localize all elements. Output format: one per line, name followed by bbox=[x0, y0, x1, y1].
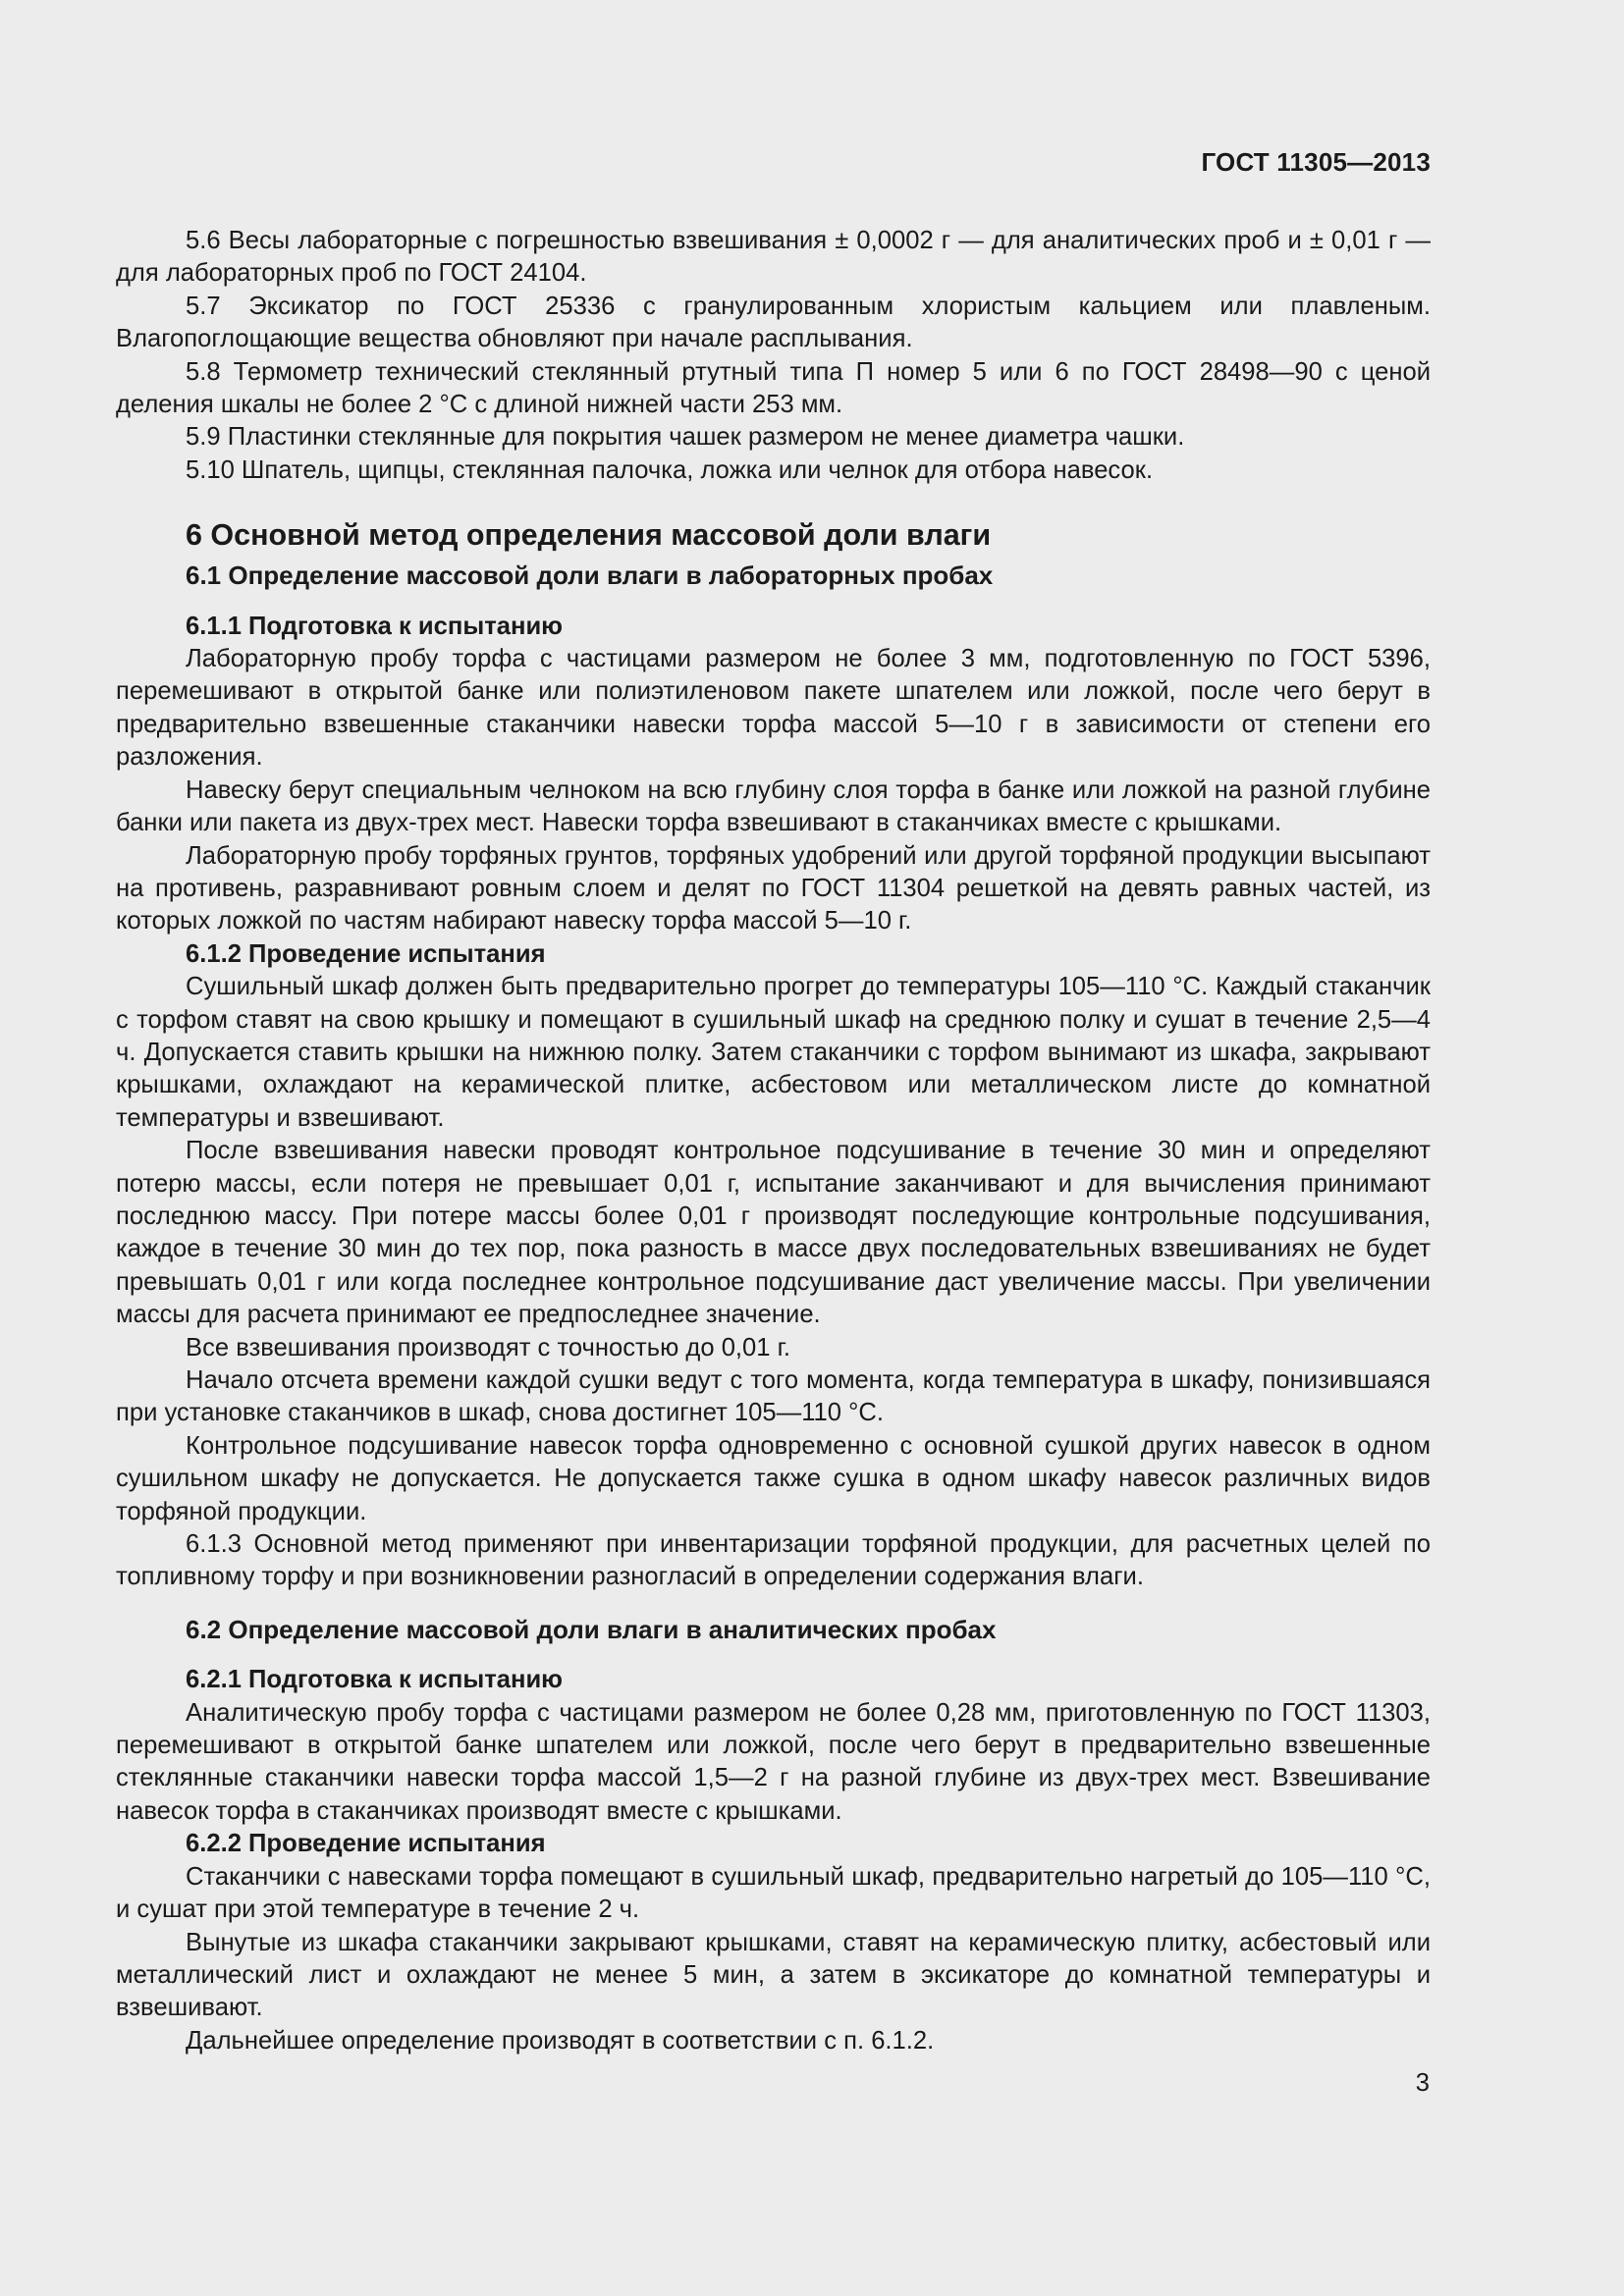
paragraph-5-10: 5.10 Шпатель, щипцы, стеклянная палочка, ложка или челнок для отбора навесок. bbox=[186, 455, 1154, 484]
paragraph-6-1-3: 6.1.3 Основной метод применяют при инвентаризации торфяной продукции, для расчетных целей по топливному торфу и при возникновении разногласий в определении содержания влаги. bbox=[116, 1530, 1431, 1591]
document-body bbox=[116, 225, 1431, 2057]
section-6-2-1-heading: 6.2.1 Подготовка к испытанию bbox=[186, 1666, 564, 1694]
paragraph: После взвешивания навески проводят контрольное подсушивание в течение 30 мин и определяют потерю массы, если потеря не превышает 0,01 г, испытание заканчивают и для вычисления принимают последнюю массу. При потере массы более 0,01 г производят последующие контрольные подсушивания, каждое в течение 30 мин до тех пор, пока разность в массе двух последовательных взвешиваниях не будет превышать 0,01 г или когда последнее контрольное подсушивание даст увеличение массы. При увеличении массы для расчета принимают ее предпоследнее значение. bbox=[116, 1137, 1431, 1329]
document-code-header: ГОСТ 11305—2013 bbox=[1201, 147, 1431, 177]
paragraph-5-8: 5.8 Термометр технический стеклянный ртутный типа П номер 5 или 6 по ГОСТ 28498—90 с ценой деления шкалы не более 2 °С с длиной нижней части 253 мм. bbox=[116, 357, 1431, 419]
paragraph: Дальнейшее определение производят в соответствии с п. 6.1.2. bbox=[186, 2026, 935, 2055]
paragraph-5-9: 5.9 Пластинки стеклянные для покрытия чашек размером не менее диаметра чашки. bbox=[186, 423, 1185, 452]
paragraph: Лабораторную пробу торфяных грунтов, торфяных удобрений или другой торфяной продукции высыпают на противень, разравнивают ровным слоем и делят по ГОСТ 11304 решеткой на девять равных частей, из которых ложкой по частям набирают навеску торфа массой 5—10 г. bbox=[116, 841, 1431, 935]
paragraph: Стаканчики с навесками торфа помещают в сушильный шкаф, предварительно нагретый до 105—110 °С, и сушат при этой температуре в течение 2 ч. bbox=[116, 1862, 1431, 1924]
paragraph: Аналитическую пробу торфа с частицами размером не более 0,28 мм, приготовленную по ГОСТ 11303, перемешивают в открытой банке шпателем или ложкой, после чего берут в предварительно взвешенные стеклянные стаканчики навески торфа массой 1,5—2 г на разной глубине из двух-трех мест. Взвешивание навесок торфа в стаканчиках производят вместе с крышками. bbox=[116, 1698, 1431, 1825]
paragraph-5-6: 5.6 Весы лабораторные с погрешностью взвешивания ± 0,0002 г — для аналитических проб и ± 0,01 г — для лабораторных проб по ГОСТ 24104. bbox=[116, 227, 1431, 288]
section-6-heading: 6 Основной метод определения массовой доли влаги bbox=[186, 518, 992, 553]
section-6-2-heading: 6.2 Определение массовой доли влаги в аналитических пробах bbox=[186, 1614, 997, 1644]
paragraph: Контрольное подсушивание навесок торфа одновременно с основной сушкой других навесок в одном сушильном шкафу не допускается. Не допускается также сушка в одном шкафу навесок различных видов торфяной продукции. bbox=[116, 1431, 1431, 1525]
section-6-1-2-heading: 6.1.2 Проведение испытания bbox=[186, 939, 546, 968]
paragraph: Лабораторную пробу торфа с частицами размером не более 3 мм, подготовленную по ГОСТ 5396, перемешивают в открытой банке или полиэтиленовом пакете шпателем или ложкой, после чего берут в предварительно взвешенные стаканчики навески торфа массой 5—10 г в зависимости от степени его разложения. bbox=[116, 645, 1431, 772]
paragraph: Все взвешивания производят с точностью до 0,01 г. bbox=[186, 1333, 790, 1362]
section-6-1-heading: 6.1 Определение массовой доли влаги в лабораторных пробах bbox=[186, 561, 994, 591]
paragraph: Начало отсчета времени каждой сушки ведут с того момента, когда температура в шкафу, понизившаяся при установке стаканчиков в шкаф, снова достигнет 105—110 °С. bbox=[116, 1366, 1431, 1427]
paragraph: Вынутые из шкафа стаканчики закрывают крышками, ставят на керамическую плитку, асбестовый или металлический лист и охлаждают не менее 5 мин, а затем в эксикаторе до комнатной температуры и взвешивают. bbox=[116, 1928, 1431, 2022]
paragraph: Навеску берут специальным челноком на всю глубину слоя торфа в банке или ложкой на разной глубине банки или пакета из двух-трех мест. Навески торфа взвешивают в стаканчиках вместе с крышками. bbox=[116, 775, 1431, 837]
section-6-2-2-heading: 6.2.2 Проведение испытания bbox=[186, 1830, 546, 1858]
page-number: 3 bbox=[1415, 2069, 1430, 2097]
paragraph: Сушильный шкаф должен быть предварительно прогрет до температуры 105—110 °С. Каждый стаканчик с торфом ставят на свою крышку и помещают в сушильный шкаф на среднюю полку и сушат в течение 2,5—4 ч. Допускается ставить крышки на нижнюю полку. Затем стаканчики с торфом вынимают из шкафа, закрывают крышками, охлаждают на керамической плитке, асбестовом или металлическом листе до комнатной температуры и взвешивают. bbox=[116, 973, 1431, 1132]
paragraph-5-7: 5.7 Эксикатор по ГОСТ 25336 с гранулированным хлористым кальцием или плавленым. Влагопоглощающие вещества обновляют при начале расплывания. bbox=[116, 292, 1431, 353]
section-6-1-1-heading: 6.1.1 Подготовка к испытанию bbox=[186, 612, 564, 640]
